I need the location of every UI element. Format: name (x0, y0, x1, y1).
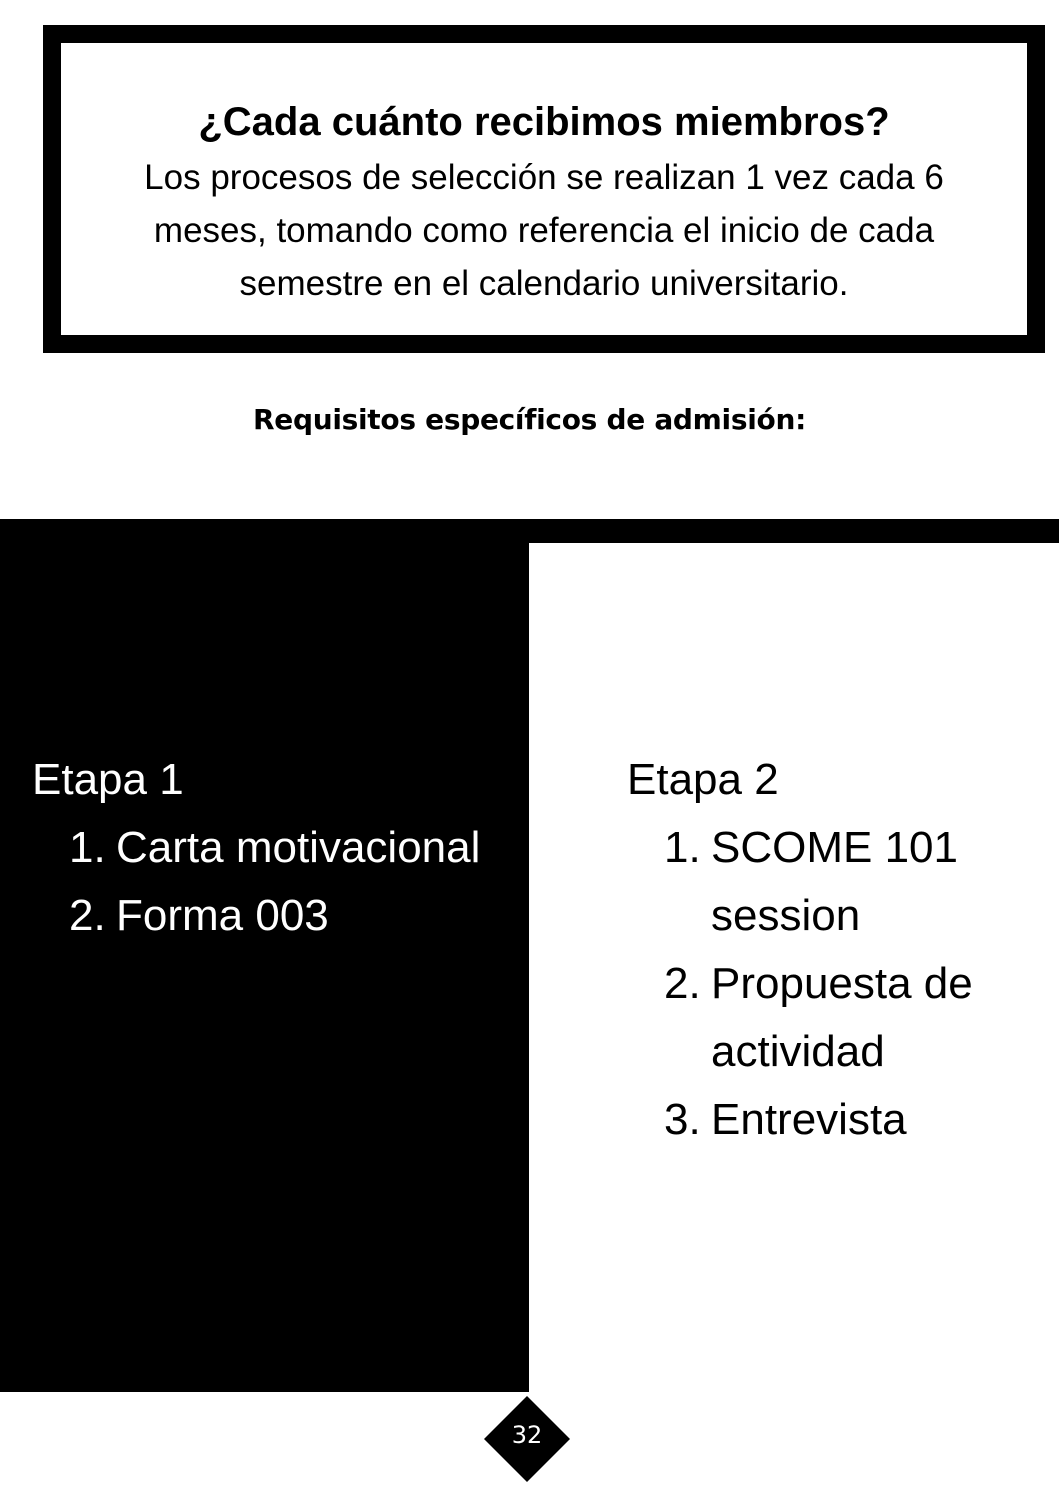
list-item-number: 3. (664, 1095, 701, 1144)
stage-2-title: Etapa 2 (627, 755, 779, 804)
list-item-label: Propuesta de actividad (711, 959, 973, 1076)
stage-2-list (627, 814, 1047, 1154)
list-item-number: 2. (664, 959, 701, 1008)
stage-1-list (32, 814, 512, 950)
list-item (32, 882, 512, 950)
info-box-title: ¿Cada cuánto recibimos miembros? (198, 100, 890, 144)
info-box (43, 25, 1045, 353)
list-item (627, 814, 1047, 950)
list-item (627, 950, 1047, 1086)
section-heading: Requisitos específicos de admisión: (253, 403, 806, 436)
page-number: 32 (511, 1421, 543, 1449)
list-item-label: Carta motivacional (116, 823, 481, 872)
list-item (32, 814, 512, 882)
list-item-number: 1. (664, 823, 701, 872)
stage-1 (32, 746, 512, 950)
list-item (627, 1086, 1047, 1154)
page-number-badge (484, 1396, 570, 1482)
stage-1-title: Etapa 1 (32, 755, 184, 804)
stage-2 (627, 746, 1047, 1154)
list-item-label: Entrevista (711, 1095, 907, 1144)
info-box-body: Los procesos de selección se realizan 1 vez cada 6 meses, tomando como referencia el inicio de cada semestre en el calendario universitario. (144, 158, 944, 303)
list-item-number: 2. (69, 891, 106, 940)
list-item-label: Forma 003 (116, 891, 329, 940)
list-item-label: SCOME 101 session (711, 823, 958, 940)
list-item-number: 1. (69, 823, 106, 872)
